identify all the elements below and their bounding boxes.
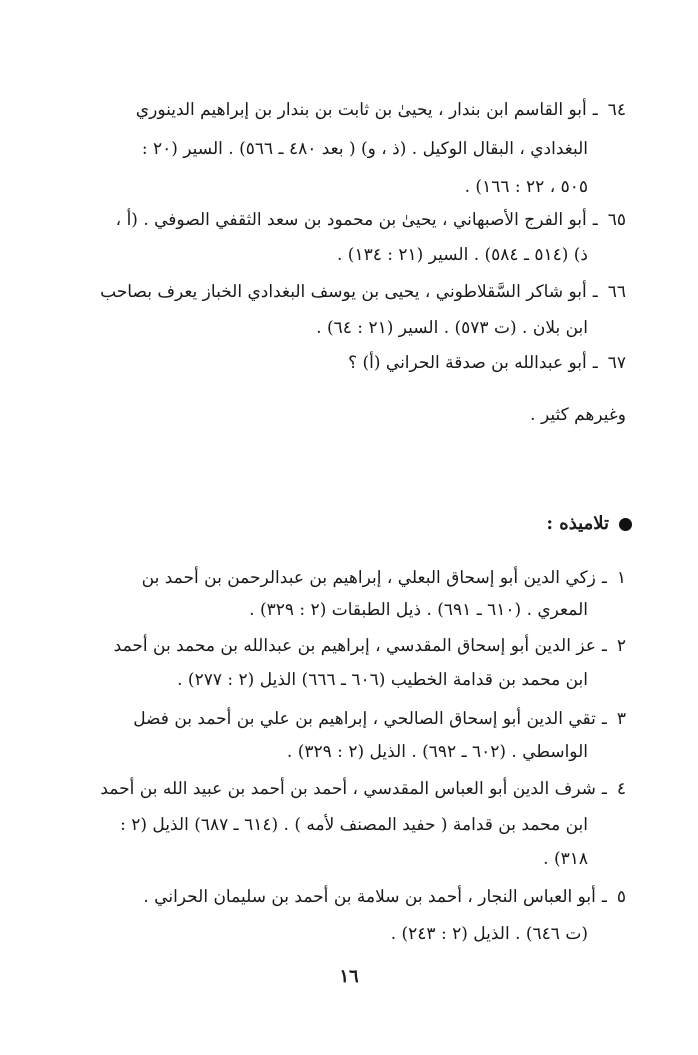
bullet-icon <box>619 518 632 531</box>
entry-line: ذ) (٥١٤ ـ ٥٨٤) . السير (٢١ : ١٣٤) . <box>337 245 588 265</box>
entry-text: أبو عبدالله بن صدقة الحراني (أ) ؟ <box>348 353 587 373</box>
page-number: ١٦ <box>339 966 359 987</box>
entry-line: البغدادي ، البقال الوكيل . (ذ ، و) ( بعد ٤٨٠ ـ ٥٦٦) . السير (٢٠ : <box>141 139 588 159</box>
entry-line <box>142 561 626 595</box>
entry-line: ابن بلان . (ت ٥٧٣) . السير (٢١ : ٦٤) . <box>316 318 588 338</box>
entry-number: ٣ <box>616 709 626 729</box>
entry-line <box>136 93 626 127</box>
entry-line: المعري . (٦١٠ ـ ٦٩١) . ذيل الطبقات (٢ : ٣٢٩) . <box>249 600 588 620</box>
section-heading <box>546 508 632 540</box>
entry-dash: ـ <box>592 210 598 230</box>
entry-dash: ـ <box>592 353 598 373</box>
entry-number: ٦٤ <box>607 100 626 120</box>
entry-dash: ـ <box>601 636 607 656</box>
entry-text: تقي الدين أبو إسحاق الصالحي ، إبراهيم بن علي بن أحمد بن فضل <box>133 709 596 729</box>
entry-line: ابن محمد بن قدامة ( حفيد المصنف لأمه ) . (٦١٤ ـ ٦٨٧) الذيل (٢ : <box>120 815 588 835</box>
entry-line <box>114 629 626 663</box>
entry-dash: ـ <box>601 568 607 588</box>
entry-number: ٦٥ <box>607 210 626 230</box>
entry-number: ٥ <box>616 887 626 907</box>
section-heading-text: تلاميذه : <box>546 513 609 534</box>
entry-line <box>348 346 626 380</box>
entry-dash: ـ <box>592 282 598 302</box>
entry-text: أبو القاسم ابن بندار ، يحيىٰ بن ثابت بن بندار بن إبراهيم الدينوري <box>135 100 587 120</box>
entry-text: أبو العباس النجار ، أحمد بن سلامة بن أحمد بن سليمان الحراني . <box>143 887 596 907</box>
closing-note: وغيرهم كثير . <box>530 405 626 425</box>
entry-text: زكي الدين أبو إسحاق البعلي ، إبراهيم بن عبدالرحمن بن أحمد بن <box>141 568 596 588</box>
entry-dash: ـ <box>601 779 607 799</box>
entry-line: ٥٠٥ ، ٢٢ : ١٦٦) . <box>464 177 588 197</box>
entry-number: ١ <box>616 568 626 588</box>
entry-dash: ـ <box>601 709 607 729</box>
entry-line <box>133 702 626 736</box>
entry-text: شرف الدين أبو العباس المقدسي ، أحمد بن أحمد بن عبيد الله بن أحمد <box>100 779 596 799</box>
entry-dash: ـ <box>601 887 607 907</box>
entry-line <box>143 880 626 914</box>
entry-line: ابن محمد بن قدامة الخطيب (٦٠٦ ـ ٦٦٦) الذيل (٢ : ٢٧٧) . <box>177 670 588 690</box>
entry-line: ٣١٨) . <box>543 849 588 869</box>
entry-line <box>100 772 626 806</box>
entry-text: أبو الفرج الأصبهاني ، يحيىٰ بن محمود بن سعد الثقفي الصوفي . (أ ، <box>115 210 587 230</box>
entry-line: (ت ٦٤٦) . الذيل (٢ : ٢٤٣) . <box>390 924 588 944</box>
entry-number: ٦٧ <box>607 353 626 373</box>
entry-number: ٤ <box>616 779 626 799</box>
entry-number: ٢ <box>616 636 626 656</box>
entry-line: الواسطي . (٦٠٢ ـ ٦٩٢) . الذيل (٢ : ٣٢٩) . <box>286 742 588 762</box>
entry-text: أبو شاكر السَّقلاطوني ، يحيى بن يوسف البغدادي الخباز يعرف بصاحب <box>100 282 587 302</box>
entry-line <box>116 203 626 237</box>
entry-dash: ـ <box>592 100 598 120</box>
entry-line <box>100 275 626 309</box>
entry-number: ٦٦ <box>607 282 626 302</box>
entry-text: عز الدين أبو إسحاق المقدسي ، إبراهيم بن عبدالله بن محمد بن أحمد <box>113 636 596 656</box>
